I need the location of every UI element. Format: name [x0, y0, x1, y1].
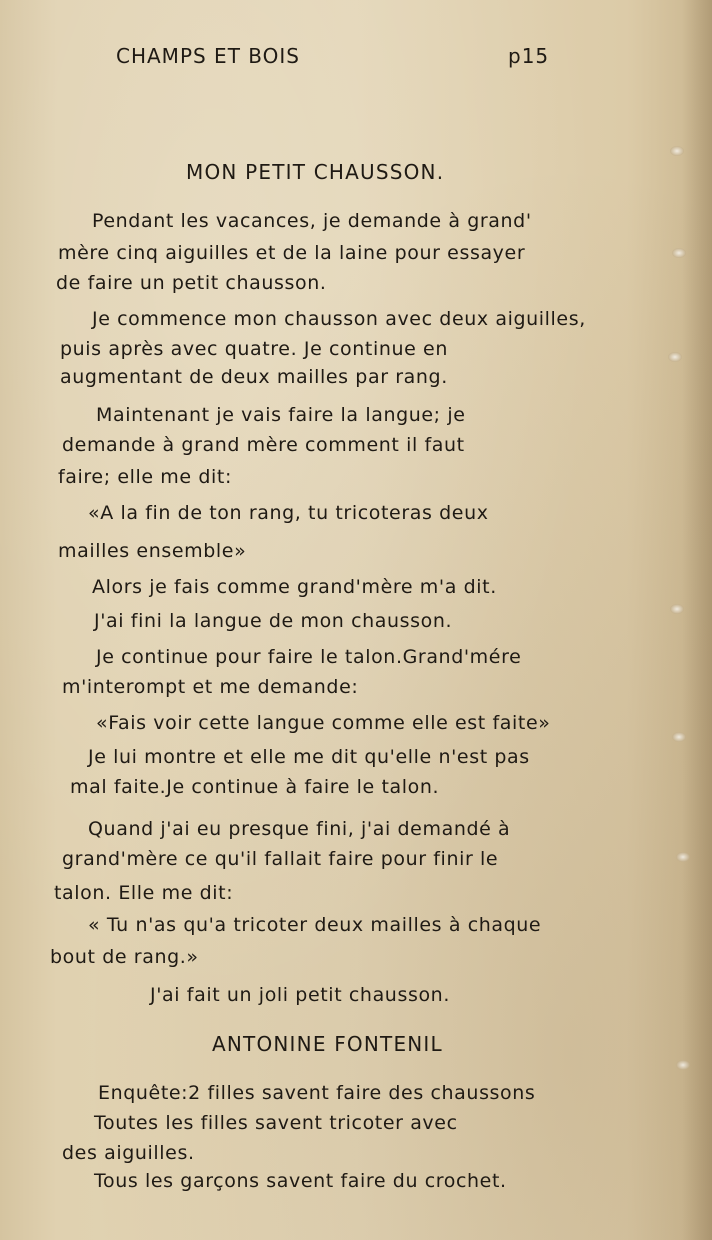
text-line: «Fais voir cette langue comme elle est faite»: [96, 712, 551, 734]
page-hole-mark: [668, 352, 682, 362]
text-line: J'ai fini la langue de mon chausson.: [94, 610, 453, 632]
story-title: MON PETIT CHAUSSON.: [186, 160, 445, 184]
page-hole-mark: [672, 248, 686, 258]
page-hole-mark: [676, 852, 690, 862]
text-line: bout de rang.»: [50, 946, 199, 968]
text-line: Je lui montre et elle me dit qu'elle n'est pas: [88, 746, 530, 768]
text-line: « Tu n'as qu'a tricoter deux mailles à chaque: [88, 914, 542, 936]
text-line: «A la fin de ton rang, tu tricoteras deux: [88, 502, 489, 524]
author-name: ANTONINE FONTENIL: [212, 1032, 443, 1056]
text-line: Pendant les vacances, je demande à grand': [92, 210, 532, 232]
survey-line: Tous les garçons savent faire du crochet.: [94, 1170, 507, 1192]
text-line: puis après avec quatre. Je continue en: [60, 338, 448, 360]
page-hole-mark: [672, 732, 686, 742]
text-line: Maintenant je vais faire la langue; je: [96, 404, 466, 426]
text-line: mal faite.Je continue à faire le talon.: [70, 776, 440, 798]
page-hole-mark: [670, 146, 684, 156]
page-hole-mark: [670, 604, 684, 614]
text-line: de faire un petit chausson.: [56, 272, 327, 294]
page-edge-shadow: [682, 0, 712, 1240]
text-line: Je commence mon chausson avec deux aiguilles,: [92, 308, 586, 330]
page-hole-mark: [676, 1060, 690, 1070]
running-header-title: CHAMPS ET BOIS: [116, 44, 300, 68]
text-line: Je continue pour faire le talon.Grand'mére: [96, 646, 522, 668]
text-line: grand'mère ce qu'il fallait faire pour finir le: [62, 848, 499, 870]
survey-line: des aiguilles.: [62, 1142, 195, 1164]
page-number: p15: [508, 44, 550, 68]
text-line: faire; elle me dit:: [58, 466, 232, 488]
survey-line: Enquête:2 filles savent faire des chaussons: [98, 1082, 536, 1104]
survey-line: Toutes les filles savent tricoter avec: [94, 1112, 458, 1134]
text-line: mère cinq aiguilles et de la laine pour essayer: [58, 242, 526, 264]
text-line: Quand j'ai eu presque fini, j'ai demandé à: [88, 818, 511, 840]
text-line: demande à grand mère comment il faut: [62, 434, 465, 456]
text-line: augmentant de deux mailles par rang.: [60, 366, 448, 388]
text-line: talon. Elle me dit:: [54, 882, 234, 904]
text-line: Alors je fais comme grand'mère m'a dit.: [92, 576, 497, 598]
text-line: mailles ensemble»: [58, 540, 247, 562]
text-line: m'interompt et me demande:: [62, 676, 359, 698]
text-line: J'ai fait un joli petit chausson.: [150, 984, 450, 1006]
